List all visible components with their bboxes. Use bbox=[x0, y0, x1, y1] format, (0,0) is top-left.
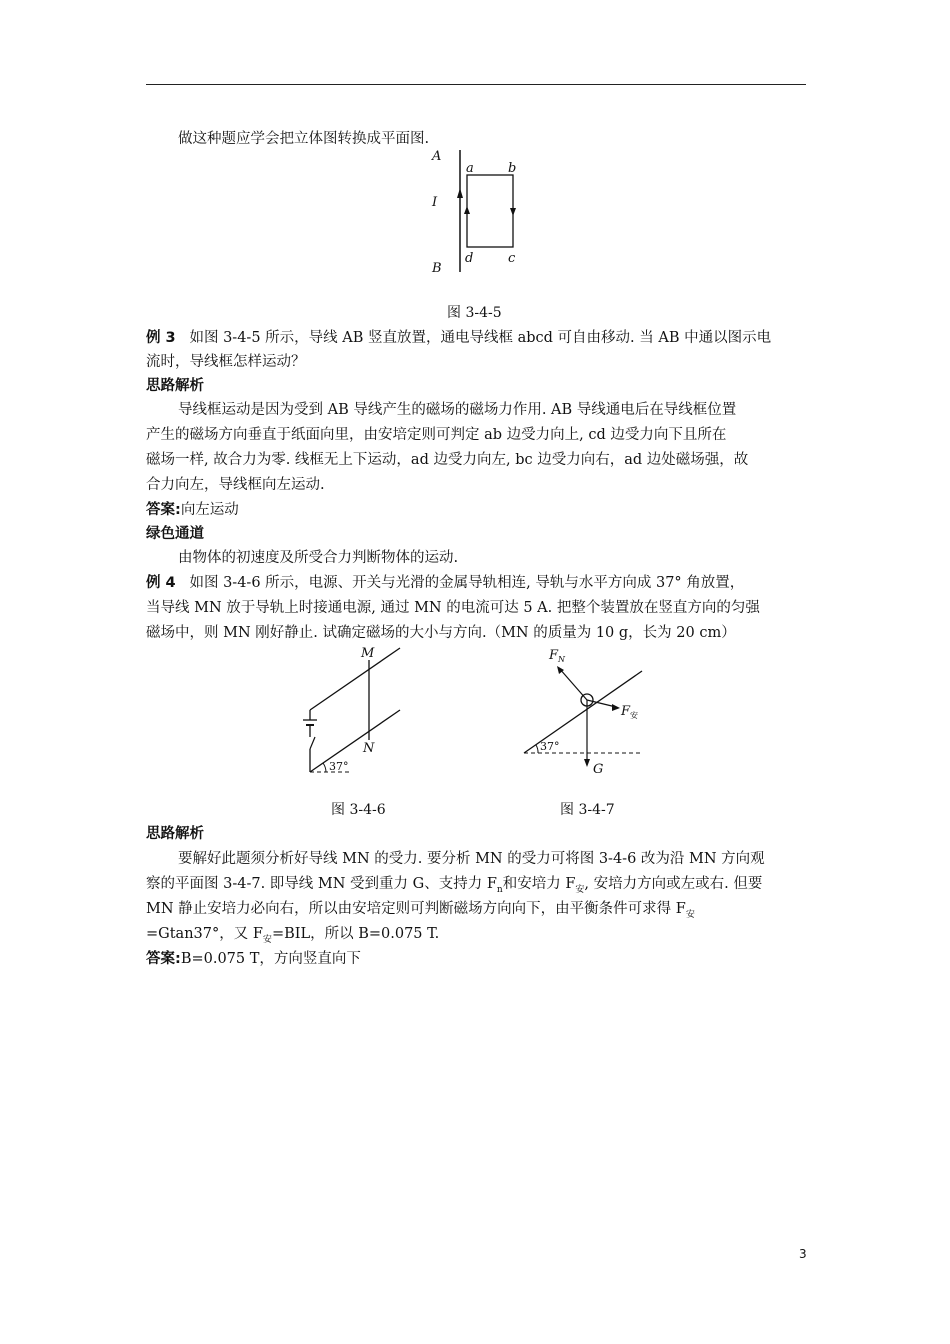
angle-37: 37° bbox=[329, 760, 349, 773]
frame-arrow-up bbox=[464, 206, 470, 214]
green-channel-head: 绿色通道 bbox=[146, 526, 204, 542]
angle-37: 37° bbox=[540, 740, 560, 753]
label-N: N bbox=[363, 741, 375, 756]
example-3-answer-label: 答案: bbox=[146, 502, 181, 518]
example-4-analysis-head: 思路解析 bbox=[146, 826, 204, 842]
example-4-analysis-2: 察的平面图 3-4-7. 即导线 MN 受到重力 G、支持力 $F_n$和安培力 $F_安$, 安培力方向或左或右. 但要 bbox=[146, 876, 763, 895]
fan-arrowhead bbox=[612, 704, 620, 711]
example-3-tag: 例 3 bbox=[146, 330, 176, 346]
frame-arrow-down bbox=[510, 208, 516, 216]
example-3-analysis-4: 合力向左，导线框向左运动. bbox=[146, 477, 325, 493]
label-fn: $F_N$ bbox=[549, 648, 566, 664]
label-d: d bbox=[465, 251, 474, 266]
example-3-analysis-2: 产生的磁场方向垂直于纸面向里，由安培定则可判定 ab 边受力向上, cd 边受力向下且所在 bbox=[146, 427, 727, 443]
label-M: M bbox=[361, 646, 375, 661]
example-4-line3: 磁场中，则 MN 刚好静止. 试确定磁场的大小与方向.（MN 的质量为 10 g，长为 20 cm） bbox=[146, 625, 736, 641]
wire-frame bbox=[467, 175, 513, 247]
label-I: I bbox=[432, 195, 438, 210]
angle-arc bbox=[536, 745, 538, 753]
caption-3-4-6: 图 3-4-6 bbox=[331, 802, 386, 818]
angle-arc bbox=[323, 763, 326, 772]
example-4-line1: 如图 3-4-6 所示，电源、开关与光滑的金属导轨相连, 导轨与水平方向成 37° 角放置， bbox=[189, 575, 745, 591]
example-3-analysis-3: 磁场一样, 故合力为零. 线框无上下运动，ad 边受力向左, bc 边受力向右，ad 边处磁场强，故 bbox=[146, 452, 749, 468]
label-A: A bbox=[432, 149, 442, 164]
label-c: c bbox=[508, 251, 516, 266]
force-fn bbox=[559, 668, 587, 700]
figure-3-4-7 bbox=[520, 645, 660, 780]
example-3-analysis-head: 思路解析 bbox=[146, 378, 204, 394]
label-fan: $F_安$ bbox=[621, 704, 639, 720]
example-3-line1: 如图 3-4-5 所示，导线 AB 竖直放置，通电导线框 abcd 可自由移动. 当 AB 中通以图示电 bbox=[189, 330, 772, 346]
header-rule bbox=[146, 84, 806, 85]
intro-text: 做这种题应学会把立体图转换成平面图. bbox=[178, 131, 430, 147]
green-channel-text: 由物体的初速度及所受合力判断物体的运动. bbox=[178, 550, 459, 566]
example-3-line2: 流时，导线框怎样运动？ bbox=[146, 354, 306, 370]
g-arrowhead bbox=[584, 759, 590, 767]
caption-3-4-5: 图 3-4-5 bbox=[447, 305, 502, 321]
current-arrow bbox=[457, 188, 463, 198]
example-4-analysis-1: 要解好此题须分析好导线 MN 的受力. 要分析 MN 的受力可将图 3-4-6 改为沿 MN 方向观 bbox=[178, 851, 765, 867]
example-4-answer-label: 答案: bbox=[146, 951, 181, 967]
example-3-analysis-1: 导线框运动是因为受到 AB 导线产生的磁场的磁场力作用. AB 导线通电后在导线框位置 bbox=[178, 402, 737, 418]
label-B: B bbox=[432, 261, 442, 276]
rail-upper bbox=[310, 648, 400, 710]
page-number: 3 bbox=[799, 1247, 807, 1261]
rail-lower bbox=[310, 710, 400, 772]
figure-3-4-5 bbox=[420, 140, 540, 280]
example-4-answer: B=0.075 T，方向竖直向下 bbox=[180, 951, 361, 967]
example-4-analysis-3: MN 静止安培力必向右，所以由安培定则可判断磁场方向向下，由平衡条件可求得 $F_安$ bbox=[146, 901, 695, 920]
label-b: b bbox=[508, 161, 517, 176]
figure-3-4-6 bbox=[300, 640, 410, 780]
caption-3-4-7: 图 3-4-7 bbox=[560, 802, 615, 818]
label-a: a bbox=[466, 161, 474, 176]
label-g: G bbox=[593, 762, 604, 777]
example-4-analysis-4: =Gtan37°，又 $F_安=BIL$，所以 B=0.075 T. bbox=[146, 926, 440, 945]
example-4-line2: 当导线 MN 放于导轨上时接通电源, 通过 MN 的电流可达 5 A. 把整个装置放在竖直方向的匀强 bbox=[146, 600, 760, 616]
example-4-tag: 例 4 bbox=[146, 575, 176, 591]
example-3-answer: 向左运动 bbox=[180, 502, 239, 518]
